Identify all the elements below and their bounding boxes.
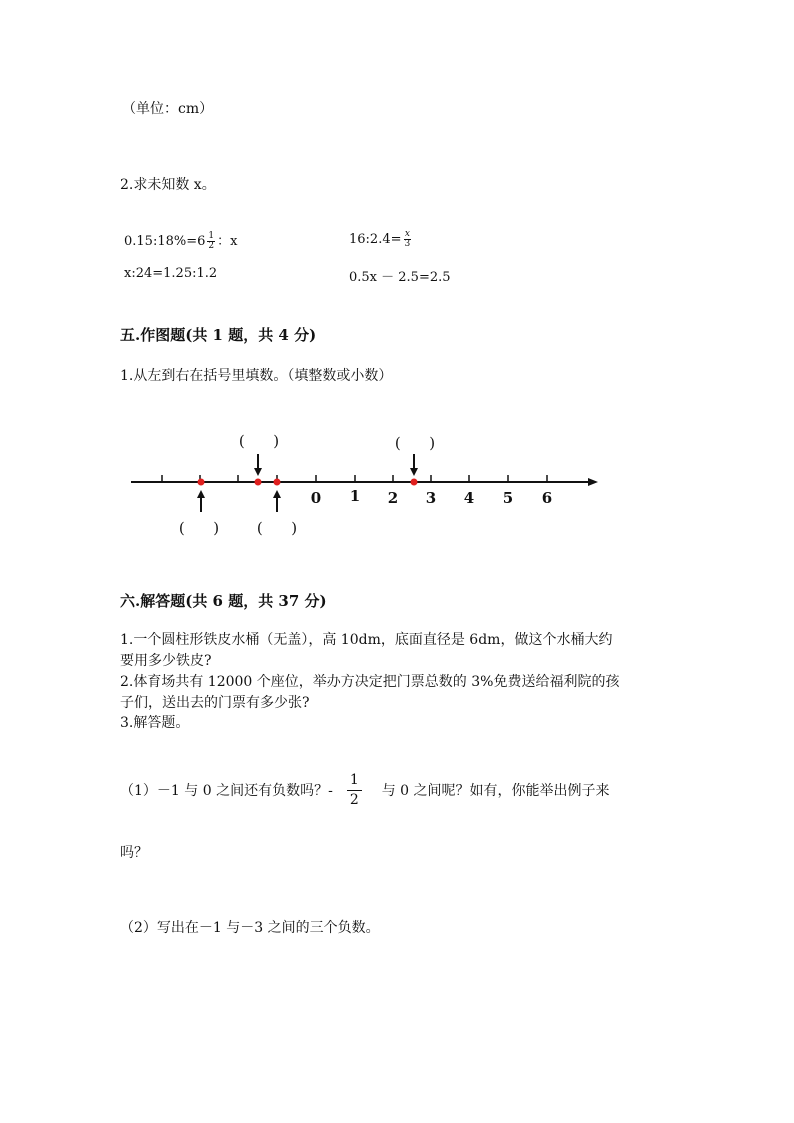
section-6-question-3: 3.解答题。 (120, 715, 190, 731)
equation-1-prefix: 0.15:18%=6 (124, 234, 206, 249)
sub-question-1-prefix: （1）－1 与 0 之间还有负数吗？- (120, 782, 333, 799)
sub-question-1-line-2: 吗？ (120, 845, 148, 861)
equation-1-fraction (207, 232, 215, 251)
tick-label: 3 (425, 489, 437, 507)
number-line-arrowhead (588, 478, 598, 486)
section-5-title: 五.作图题(共 1 题，共 4 分) (120, 326, 317, 344)
tick-label: 6 (541, 489, 553, 507)
fraction-numerator: 1 (208, 231, 215, 241)
answer-blanks (179, 432, 435, 537)
marked-point (411, 479, 418, 486)
sub-question-2: （2）写出在－1 与－3 之间的三个负数。 (120, 920, 380, 936)
arrowhead-up (197, 490, 205, 498)
sub-question-1-suffix: 与 0 之间呢？如有，你能举出例子来 (381, 782, 610, 799)
marked-point (198, 479, 205, 486)
fraction-denominator: 3 (404, 239, 411, 249)
answer-blank-lower-left: ( ) (178, 519, 220, 537)
tick-label: 1 (349, 487, 361, 505)
arrowhead-up (273, 490, 281, 498)
arrowhead-down (254, 468, 262, 476)
answer-blank-upper-left: ( ) (238, 432, 280, 450)
equation-1-suffix: ：x (217, 234, 238, 249)
tick-label: 5 (502, 489, 514, 507)
number-line-figure (0, 420, 794, 550)
marked-point (274, 479, 281, 486)
section-5-question-1: 1.从左到右在括号里填数。（填整数或小数） (120, 368, 393, 384)
equation-2 (349, 230, 413, 249)
section-6-question-2-line-1: 2.体育场共有 12000 个座位，举办方决定把门票总数的 3%免费送给福利院的孩 (120, 674, 620, 690)
equation-1 (124, 230, 237, 251)
equation-2-prefix: 16:2.4= (349, 232, 402, 247)
fraction-denominator: 2 (208, 241, 215, 251)
tick-label: 2 (387, 489, 399, 507)
equation-4: 0.5x － 2.5=2.5 (349, 270, 451, 285)
sub-question-1 (120, 773, 610, 809)
section-6-title: 六.解答题(共 6 题，共 37 分) (120, 592, 327, 610)
tick-label: 0 (310, 489, 322, 507)
tick-labels (311, 487, 552, 507)
answer-blank-upper-right: ( ) (394, 434, 436, 452)
question-2-title: 2.求未知数 x。 (120, 177, 216, 193)
answer-blank-lower-right: ( ) (256, 519, 298, 537)
section-6-question-2-line-2: 子们，送出去的门票有多少张? (120, 695, 310, 711)
arrowhead-down (410, 468, 418, 476)
unit-note: （单位：cm） (122, 101, 214, 117)
down-arrows (258, 454, 414, 470)
fraction-numerator: 1 (347, 773, 362, 791)
fraction-numerator: x (404, 229, 410, 239)
fraction-denominator: 2 (349, 792, 359, 809)
marked-point (255, 479, 262, 486)
section-6-question-1-line-2: 要用多少铁皮? (120, 653, 212, 669)
number-line-ticks (162, 475, 547, 482)
equation-3: x:24=1.25:1.2 (124, 266, 218, 281)
tick-label: 4 (463, 489, 475, 507)
up-arrows (201, 496, 277, 512)
negative-half-fraction (347, 773, 362, 809)
equation-2-fraction (404, 230, 412, 249)
section-6-question-1-line-1: 1.一个圆柱形铁皮水桶（无盖），高 10dm，底面直径是 6dm，做这个水桶大约 (120, 632, 613, 648)
